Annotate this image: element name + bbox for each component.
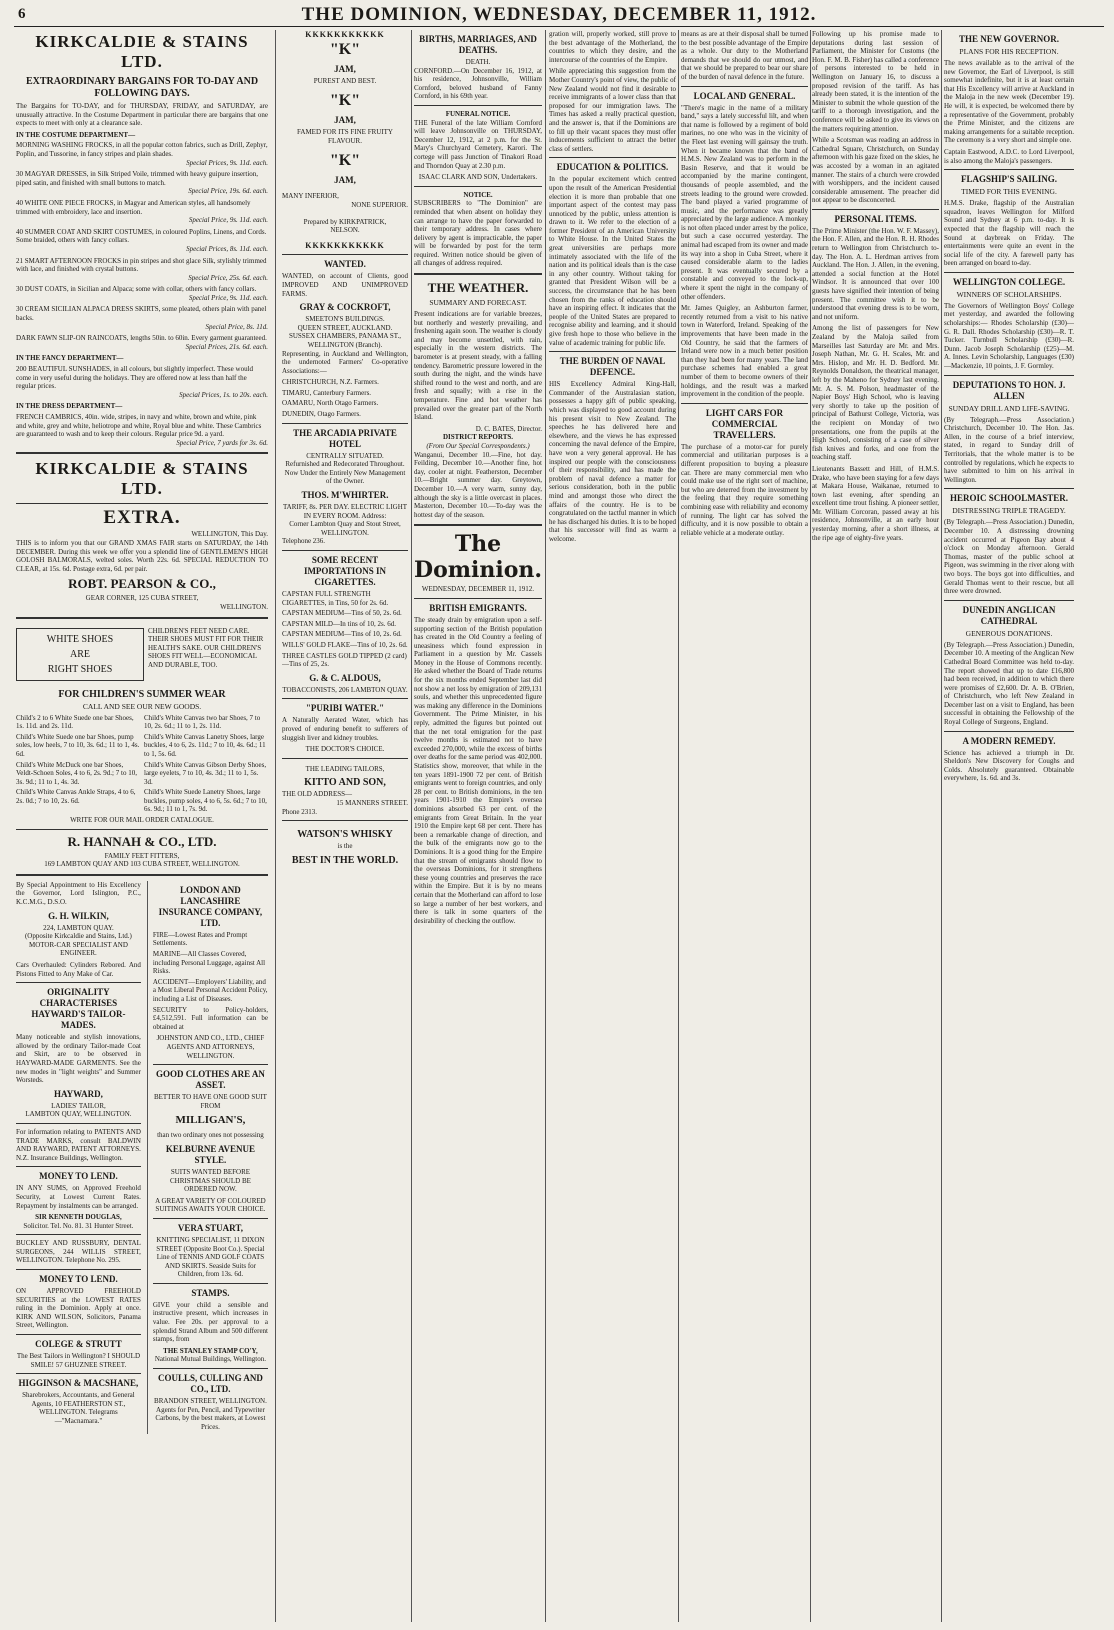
cigarettes-head: SOME RECENT IMPORTATIONS IN CIGARETTES. <box>303 555 387 587</box>
fancy-list <box>16 365 268 399</box>
divider <box>16 1166 141 1167</box>
weather-head: THE WEATHER. <box>427 280 529 296</box>
costume-item-text: 30 MAGYAR DRESSES, in Silk Striped Voile, trimmed with heavy guipure insertion, piped satin, and finished with small buttons to match. <box>16 170 259 187</box>
money-to-lend-text-2: ON APPROVED FREEHOLD SECURITIES at the LOWEST RATES ruling in the Dominion. Apply at once. KIRK AND WILSON, Solicitors, Panama Street, Wellington. <box>16 1287 141 1330</box>
divider <box>153 1368 268 1369</box>
divider <box>16 452 268 454</box>
hayward-address: LAMBTON QUAY, WELLINGTON. <box>25 1110 132 1119</box>
watson-is: is the <box>337 842 353 851</box>
shoes-line-3: RIGHT SHOES <box>47 663 113 675</box>
new-governor-sub: PLANS FOR HIS RECEPTION. <box>959 47 1059 56</box>
personal-items-text-2: Among the list of passengers for New Zealand by the Maloja sailed from Marseilles last Saturday are Mr. and Mrs. Joseph Nathan, Mr. G. H. Scales, Mr. and Mrs. Hislop, and Mr. H. D. Bedford. Mr. Reynolds Donaldson, the theatrical manager, left by the Maheno for Sydney last evening. Mr. A. S. M. Polson, headmaster of the Napier Boys' High School, who is leaving very shortly to take up the position of principal of Bathurst College, Victoria, was the recipient on Monday of two presentations, one from the pupils at the High School, consisting of a case of silver fish knives and forks, and one from the teaching staff. <box>812 324 939 462</box>
milligan-text: than two ordinary ones not possessing <box>157 1131 264 1140</box>
cigarette-item: CAPSTAN MEDIUM—Tins of 10, 2s. 6d. <box>282 630 402 639</box>
personal-items-text: The Prime Minister (the Hon. W. F. Massey), the Hon. F. Allen, and the Hon. R. H. Rhodes return to Wellington from Christchurch to-day. The Hon. A. L. Herdman arrives from Auckland. The Hon. J. Allen, in the evening, attended a social function at the Hotel Windsor. It is announced that over 100 guests have signified their intention of being present. The committee wish it to be understood that evening dress is to be worn, and not uniform. <box>812 226 939 321</box>
kirkcaldie-title-2: KIRKCALDIE & STAINS LTD. <box>35 459 249 499</box>
divider <box>549 157 676 158</box>
jam-3-sub-2: NONE SUPERIOR. <box>351 200 408 209</box>
arcadia-title: THE ARCADIA PRIVATE HOTEL <box>293 427 397 449</box>
vera-stuart-name: VERA STUART, <box>177 1222 243 1233</box>
extra-place: WELLINGTON, This Day. <box>191 530 268 539</box>
divider <box>681 403 808 404</box>
shoe-item: Child's White Suede one bar Shoes, pump soles, low heels, 7 to 10, 3s. 6d.; 11 to 1, 4s. 6d. <box>16 732 140 758</box>
dunedin-cathedral-sub: GENEROUS DONATIONS. <box>965 628 1053 638</box>
originality-title: ORIGINALITY CHARACTERISES HAYWARD'S TAILOR-MADES. <box>31 987 126 1031</box>
robt-pearson-title: ROBT. PEARSON & CO., <box>68 576 216 592</box>
divider <box>414 273 542 275</box>
dominion-title: The Dominion. <box>414 531 542 584</box>
heroic-schoolmaster-sub: DISTRESSING TRIPLE TRAGEDY. <box>952 506 1066 516</box>
insurance-item: ACCIDENT—Employers' Liability, and a Most Liberal Personal Accident Policy, including a List of Diseases. <box>152 977 268 1003</box>
coop-item: DUNEDIN, Otago Farmers. <box>282 410 361 419</box>
jam-3: JAM, <box>334 175 356 186</box>
emigration-continued: gration will, properly worked, still prove to the best advantage of the Motherland, the countries to which they desire, and the intercourse of the countries of the Empire. <box>549 30 676 64</box>
column-rule <box>678 30 679 1622</box>
kitto-sub: THE OLD ADDRESS— <box>282 790 353 799</box>
stamp-company: THE STANLEY STAMP CO'Y, <box>163 1346 258 1355</box>
prepared-by: Prepared by KIRKPATRICK, <box>303 217 387 226</box>
local-general-head: LOCAL AND GENERAL. <box>693 90 796 101</box>
puribi-head: "PURIBI WATER." <box>305 703 385 714</box>
deputations-text: (By Telegraph.—Press Association.) Christchurch, December 10. The Hon. Jas. Allen, in the course of a brief interview, stated, in regard to Sunday drill of Territorials, that the whole matter is to be controlled by regulations, which he expects to have submitted to him on his arrival in Wellington. <box>944 415 1074 484</box>
column-4 <box>549 30 676 1622</box>
fancy-department-head: IN THE FANCY DEPARTMENT— <box>16 354 124 363</box>
jam-2-sub: FAMED FOR ITS FINE FRUITY FLAVOUR. <box>297 128 393 145</box>
reports-head: DISTRICT REPORTS. <box>442 433 514 442</box>
milligan-name: MILLIGAN'S, <box>175 1114 246 1127</box>
column-5 <box>681 30 808 1622</box>
divider <box>16 982 141 983</box>
divider <box>282 698 408 699</box>
column-2 <box>282 30 408 1622</box>
puribi-choice: THE DOCTOR'S CHOICE. <box>305 745 385 754</box>
divider <box>944 600 1074 601</box>
masthead-title: THE DOMINION, WEDNESDAY, DECEMBER 11, 1912. <box>301 4 817 25</box>
death-text: CORNFORD.—On December 16, 1912, at his residence, Johnsonville, William Cornford, beloved husband of Fanny Cornford, in his 69th year. <box>414 66 542 101</box>
dress-item <box>16 413 268 447</box>
personal-items-head: PERSONAL ITEMS. <box>834 213 917 224</box>
divider <box>16 503 268 504</box>
kitto-name: KITTO AND SON, <box>304 777 386 789</box>
naval-continued: means as are at their disposal shall be turned to the best possible advantage of the Empire as a whole. Our duty to the Motherland demands that we should do our utmost, and that we should be prepared to bear our share of the burden of naval defence in the future. <box>681 30 808 81</box>
dress-item-price: Special Price, 7 yards for 3s. 6d. <box>176 438 268 447</box>
gray-cockroft-text: Representing, in Auckland and Wellington, the undernoted Farmers' Co-operative Associations:— <box>282 349 408 375</box>
shoes-line-1: WHITE SHOES <box>46 633 114 645</box>
divider <box>153 1064 268 1065</box>
fancy-item-text: 200 BEAUTIFUL SUNSHADES, in all colours, but slightly imperfect. These would come in very useful during the holidays. They are offered now at less than half the regular prices. <box>16 365 254 391</box>
divider <box>16 1334 141 1335</box>
costume-item-text: DARK FAWN SLIP-ON RAINCOATS, lengths 50in. to 60in. Every garment guaranteed. <box>16 334 267 343</box>
robt-pearson-city: WELLINGTON. <box>220 602 268 611</box>
vera-stuart-text: KNITTING SPECIALIST, 11 DIXON STREET (Opposite Boot Co.). Special Line of TENNIS AND GOLF COATS AND SKIRTS. Seaside Suits for Children, from 13s. 6d. <box>156 1235 265 1279</box>
costume-item-text: 21 SMART AFTERNOON FROCKS in pin stripes and shot glace Silk, stylishly trimmed with lace, and finished with crystal buttons. <box>16 256 267 274</box>
clothes-text: BETTER TO HAVE ONE GOOD SUIT FROM <box>153 1093 267 1110</box>
cigarettes-list <box>282 590 408 669</box>
dress-list <box>16 413 268 447</box>
wanted-text: WANTED, on account of Clients, good IMPROVED AND UNIMPROVED FARMS. <box>282 272 408 298</box>
divider <box>414 598 542 599</box>
arcadia-sub: CENTRALLY SITUATED. <box>306 451 384 460</box>
costume-item <box>16 334 268 351</box>
suits-text: SUITS WANTED BEFORE CHRISTMAS SHOULD BE ORDERED NOW. <box>169 1167 251 1194</box>
london-list <box>153 931 268 1004</box>
funeral-text: THE Funeral of the late William Cornford will leave Johnsonville on THURSDAY, December 12, 1912, at 2 p.m. for the St. Mary's Churchyard Cemetery, Karori. The cortege will pass Junction of Tinakori Road and Thorndon Quay at 2.30 p.m. <box>414 118 542 170</box>
education-politics-head: EDUCATION & POLITICS. <box>556 162 669 173</box>
deputations-head: DEPUTATIONS TO HON. J. ALLEN <box>952 379 1066 401</box>
coop-item: CHRISTCHURCH, N.Z. Farmers. <box>282 378 379 387</box>
k-rule-top: KKKKKKKKKKK <box>305 30 385 39</box>
kirkcaldie-title: KIRKCALDIE & STAINS LTD. <box>35 32 249 71</box>
costume-item-price: Special Prices, 8s. 11d. each. <box>186 244 268 253</box>
hannah-title: R. HANNAH & CO., LTD. <box>67 833 217 849</box>
kirkcaldie-subtitle: EXTRAORDINARY BARGAINS FOR TO-DAY AND FOLLOWING DAYS. <box>25 76 259 99</box>
shoe-item: Child's White Canvas Lanetry Shoes, large buckles, 4 to 6, 2s. 11d.; 7 to 10, 4s. 6d.; 11 to 1, 5s. 6d. <box>144 732 266 758</box>
column-7 <box>944 30 1074 1622</box>
wellington-college-text: The Governors of Wellington Boys' College met yesterday, and awarded the following scholarships:— Rhodes Scholarship (£30)—G. R. Dall. Rhodes Scholarship (£30)—R. T. Tucker. Turnbull Scholarship (£30)—R. Dunn. Jacob Joseph Scholarship (£25)—M. A. Innes. Levin Scholarship, Languages (£30)—Mackenzie, 10 points, J. F. Gormley. <box>944 301 1074 371</box>
wilkin-address: 224, LAMBTON QUAY. <box>43 923 114 932</box>
dress-department-head: IN THE DRESS DEPARTMENT— <box>16 402 123 411</box>
hayward-name: HAYWARD, <box>53 1088 103 1099</box>
kelburne-style: KELBURNE AVENUE STYLE. <box>165 1143 255 1165</box>
coop-item: OAMARU, North Otago Farmers. <box>282 399 379 408</box>
jam-1-sub: PUREST AND BEST. <box>313 76 377 85</box>
death-head: DEATH. <box>465 58 491 66</box>
costume-item-price: Special Price, 9s. 11d. each. <box>188 293 268 302</box>
shoes-line-2: ARE <box>70 648 90 660</box>
watson-head: WATSON'S WHISKY <box>297 829 393 841</box>
shoe-item: Child's White Canvas Gibson Derby Shoes, large eyelets, 7 to 10, 4s. 3d.; 11 to 1, 5s. 3d. <box>144 760 267 786</box>
dress-item-text: FRENCH CAMBRICS, 40in. wide, stripes, in navy and white, brown and white, pink and white, grey and white, heliotrope and white, Royal blue and white. These Cambrics are guaranteed to wash and to keep their colours. Regular price 9d. a yard. <box>16 413 262 439</box>
light-cars-text: The purchase of a motor-car for purely commercial and utilitarian purposes is a different proposition to buying a pleasure car. There are many commercial men who could make use of the right sort of machine, but who are deterred from the investment by the feeling that they require something combining ease with reliability and economy of running. The light car has solved the difficulty, and it is now possible to obtain a reliable vehicle at a moderate outlay. <box>681 442 808 537</box>
costume-item <box>16 257 268 283</box>
k-rule-bottom: KKKKKKKKKKK <box>305 240 385 250</box>
flagship-head: FLAGSHIP'S SAILING. <box>960 174 1058 185</box>
gray-cockroft-sub: SMEETON'S BUILDINGS. <box>305 315 385 324</box>
costume-item <box>16 285 268 302</box>
jam-3-sub-1: MANY INFERIOR, <box>282 192 339 201</box>
divider <box>282 758 408 759</box>
coulls-address: BRANDON STREET, WELLINGTON. <box>154 1397 267 1406</box>
shoe-item: Child's White Suede Lanetry Shoes, large buckles, pump soles, 4 to 6, 5s. 6d.; 7 to 10, 6s. 9d.; 11 to 1, 7s. 9d. <box>144 788 267 814</box>
watson-best: BEST IN THE WORLD. <box>291 854 399 866</box>
divider <box>153 1218 268 1219</box>
childrens-feet-text: CHILDREN'S FEET NEED CARE. THEIR SHOES MUST FIT FOR THEIR HEALTH'S SAKE. OUR CHILDREN'S SHOES FIT WELL—ECONOMICAL AND DURABLE, TOO. <box>148 626 264 669</box>
shoe-item: Child's 2 to 6 White Suede one bar Shoes, 1s. 11d. and 2s. 11d. <box>16 713 134 731</box>
costume-department-head: IN THE COSTUME DEPARTMENT— <box>16 130 136 139</box>
cigarette-item: WILLS' GOLD FLAKE—Tins of 10, 2s. 6d. <box>282 640 408 649</box>
naval-defence-head: THE BURDEN OF NAVAL DEFENCE. <box>559 356 666 378</box>
colege-text: The Best Tailors in Wellington? I SHOULD SMILE! 57 GHUZNEE STREET. <box>16 1352 140 1369</box>
costume-item-text: 40 WHITE ONE PIECE FROCKS, in Magyar and American styles, all handsomely trimmed with embroidery, lace and insertion. <box>16 198 251 216</box>
column-rule <box>411 30 412 1622</box>
money-to-lend-head-1: MONEY TO LEND. <box>39 1171 118 1182</box>
costume-item-text: 40 SUMMER COAT AND SKIRT COSTUMES, in coloured Poplins, Linens, and Cords. Some braided, others with fancy collars. <box>16 227 267 245</box>
weather-text: Present indications are for variable breezes, but northerly and westerly prevailing, and freshening again soon. The weather is cloudy and may become unsettled, with rain, especially in the western districts. The barometer is at present steady, with a falling tendency. Barometric pressure lowered in the south during the night, and the winds have shifted round to the west and north, and are fresh and squally; with a rise in the temperature. Fine and hot weather has prevailed over the greater part of the North Island. <box>414 310 542 422</box>
summer-wear-head: FOR CHILDREN'S SUMMER WEAR <box>58 688 226 700</box>
deputations-sub: SUNDAY DRILL AND LIFE-SAVING. <box>948 403 1070 413</box>
local-general-text-2: Mr. James Quigley, an Ashburton farmer, recently returned from a visit to his native town in Waterford, Ireland. Speaking of the improvements that have been made in the Old Country, he said that the farmers of Ireland were now in a much better position than they had been for many years. The land purchase schemes had enabled a great number of them to become owners of their holdings, and the result was a marked improvement in the condition of the people. <box>681 304 808 399</box>
kitto-telephone: Phone 2313. <box>282 807 317 816</box>
higginson-text: Sharebrokers, Accountants, and General Agents, 10 FEATHERSTON ST., WELLINGTON. Telegrams—"Macnamara." <box>22 1391 135 1425</box>
local-general-text: "There's magic in the name of a military band," says a lately successful lilt, and when that name is followed by a regiment of bold marines, no one who was in the vicinity of the Fleet last evening will gainsay the truth. When it became known that the band of H.M.S. New Zealand was to perform in the Basin Reserve, and that it would be accompanied by the marine contingent, thousands of people assembled, and the streets leading to the ground were crowded. The band played a varied programme of music, and the performance was greatly appreciated by the large audience. A monkey is not often placed under arrest by the police, but such a case occurred yesterday. The animal had escaped from its owner and made its way into a shop in Cuba Street, where it caused considerable alarm to the ladies present. It was eventually secured by a constable and conveyed to the lock-up, where it spent the night in the company of other offenders. <box>681 103 808 301</box>
divider <box>414 105 542 106</box>
tariff-conference-text: Following up his promise made to deputations during last session of Parliament, the Minister for Customs (the Hon. F. M. B. Fisher) has called a conference of persons interested to be held in Wellington on January 16, to discuss a proposed revision of the tariff. As has already been stated, it is the intention of the Minister to submit the whole question of the tariff to a thorough investigation, and the conference will be asked to give its views on the matters requiring attention. <box>812 30 939 133</box>
extra-title: EXTRA. <box>103 507 181 529</box>
divider <box>414 186 542 187</box>
new-governor-text: The news available as to the arrival of the new Governor, the Earl of Liverpool, is still somewhat indefinite, but it is at least certain that His Excellency will arrive at Auckland in the Maloja in the new week (December 19). He will, it is expected, be welcomed there by a representative of the Government, probably the Prime Minister, and the citizens are making arrangements for a suitable reception. The ceremony is a very short and simple one. <box>944 59 1074 145</box>
new-governor-head: THE NEW GOVERNOR. <box>958 34 1060 44</box>
divider <box>944 488 1074 489</box>
divider <box>153 1283 268 1284</box>
clothes-head: GOOD CLOTHES ARE AN ASSET. <box>156 1069 265 1091</box>
shoe-item: Child's White McDuck one bar Shoes, Veldt-Schoen Soles, 4 to 6, 2s. 9d.; 7 to 10, 3s. 9d.; 11 to 1, 4s. 3d. <box>16 760 137 786</box>
variety-text: A GREAT VARIETY OF COLOURED SUITINGS AWAITS YOUR CHOICE. <box>155 1196 266 1214</box>
cigarette-item: CAPSTAN FULL STRENGTH CIGARETTES, in Tins, 50 for 2s. 6d. <box>282 590 389 607</box>
divider <box>16 1373 141 1374</box>
flagship-text: H.M.S. Drake, flagship of the Australian squadron, leaves Wellington for Milford Sound and Sydney at 6 p.m. to-day. It is expected that the flagship will reach the Sound at daybreak on Friday. The entertainments were quite an event in the social life of the city. A farewell party has been arranged on board to-day. <box>944 199 1074 268</box>
douglas-name: SIR KENNETH DOUGLAS, <box>35 1213 122 1222</box>
column-3 <box>414 30 542 1622</box>
coulls-text: Agents for Pen, Pencil, and Typewriter Carbons, by the best makers, at Lowest Prices. <box>155 1405 266 1431</box>
money-to-lend-head-2: MONEY TO LEND. <box>39 1274 118 1285</box>
douglas-address: Solicitor. Tel. No. 81. 31 Hunter Street. <box>23 1221 134 1230</box>
divider <box>282 550 408 551</box>
reports-sub: (From Our Special Correspondents.) <box>426 441 530 450</box>
wanted-head: WANTED. <box>324 259 366 270</box>
gray-cockroft-address-2: SUSSEX CHAMBERS, PANAMA ST., WELLINGTON (Branch). <box>288 332 402 349</box>
page-number: 6 <box>18 6 26 22</box>
dominion-date: WEDNESDAY, DECEMBER 11, 1912. <box>421 585 535 594</box>
aldous-name: G. & C. ALDOUS, <box>309 672 381 683</box>
bmd-head: BIRTHS, MARRIAGES, AND DEATHS. <box>419 34 537 55</box>
cathedral-square-text: While a Scotsman was reading an address in Cathedral Square, Christchurch, on Sunday afternoon with his gaze fixed on the skies, he was accosted by a woman in an agitated manner. The stairs of a church were crowded with worshippers, and the incident caused considerable amusement. The preacher did not appear to be disconcerted. <box>812 136 939 205</box>
notice-head: NOTICE. <box>463 190 493 199</box>
arcadia-telephone: Telephone 236. <box>282 537 326 546</box>
education-politics-text: In the popular excitement which centred upon the result of the American Presidential election it is more than probable that one important aspect of the contest may pass unnoticed by the public, unless attention is drawn to it. We refer to the election of a former President of an American University to White House. In the United States the great universities are perhaps more intimately associated with the life of the nation and its political ideals than is the case in any other country. Without taking for granted that President Wilson will be a success, the circumstance that he has been chosen from the ranks of education should have an inspiring effect. It indicates that the people of the United States are prepared to recognise ability and learning, and it should give fresh hope to those who believe in the value of academic training for public life. <box>549 175 676 347</box>
divider <box>944 375 1074 376</box>
costume-item-text: 30 DUST COATS, in Sicilian and Alpaca; some with collar, others with fancy collars. <box>16 285 257 294</box>
divider <box>282 423 408 424</box>
divider <box>282 820 408 821</box>
costume-item-price: Special Prices, 21s. 6d. each. <box>185 342 268 351</box>
arcadia-address: Corner Lambton Quay and Stout Street, WELLINGTON. <box>289 520 401 537</box>
hannah-sub: FAMILY FEET FITTERS, <box>104 851 180 860</box>
buckley-ad: BUCKLEY AND RUSSBURY, DENTAL SURGEONS, 244 WILLIS STREET, WELLINGTON. Telephone No. 295. <box>16 1239 141 1265</box>
wilkin-more: (Opposite Kirkcaldie and Stains, Ltd.) MOTOR-CAR SPECIALIST AND ENGINEER. <box>24 932 132 958</box>
stamps-text: GIVE your child a sensible and instructive present, which increases in value. Fee 20s. per approval to a splendid Strand Album and 500 different stamps, from <box>152 1300 268 1344</box>
white-shoes-box <box>16 628 144 681</box>
new-governor-text-2: Captain Eastwood, A.D.C. to Lord Liverpool, is also among the Maloja's passengers. <box>944 147 1074 165</box>
column-rule <box>275 30 276 1622</box>
k-brand-2: "K" <box>329 92 361 110</box>
dunedin-cathedral-text: (By Telegraph.—Press Association.) Dunedin, December 10. A meeting of the Anglican New Cathedral Board Committee was held to-day. The report showed that up to date £16,800 had been received, in addition to which there were promises of £2,600. Dr. A. B. O'Brien, of Christchurch, who left New Zealand in December last on a visit to England, has been successful in obtaining the Fellowship of the Royal College of Surgeons, England. <box>944 640 1074 727</box>
funeral-head: FUNERAL NOTICE. <box>445 109 511 118</box>
kirkcaldie-intro: The Bargains for TO-DAY, and for THURSDAY, FRIDAY, and SATURDAY, are unusually attractive. In the Costume Department in particular there are bargains that one expects to meet with only at a clearance sale. <box>16 102 268 128</box>
naval-defence-text: HIS Excellency Admiral King-Hall, Commander of the Australasian station, possesses a happy gift of public speaking, which was displayed to good account during his present visit to New Zealand. The speeches he has delivered here and elsewhere, and the views he has expressed concerning the naval defence of the Empire, have won a very general approval. He has inspired our people with the consciousness of their responsibility, and has made the problem of naval defence a matter for serious consideration, both in the public mind and amongst those who direct the affairs of the country. He is to be congratulated on the tactful manner in which he has discharged his duties. It is to be hoped that his successor will find as warm a welcome. <box>549 380 676 543</box>
masthead <box>14 4 1104 27</box>
fancy-item-price: Special Prices, 1s. to 20s. each. <box>179 390 268 399</box>
column-rule <box>545 30 546 1622</box>
notice-text: SUBSCRIBERS to "The Dominion" are reminded that when absent on holiday they can arrange to have the paper forwarded to their temporary address. In cases where delivery by agent is impracticable, the paper will be forwarded by post for the term required. Written notice should be given of all changes of address required. <box>414 199 542 268</box>
costume-item <box>16 199 268 225</box>
wilkin-cars: Cars Overhauled: Cylinders Rebored. And Pistons Fitted to Any Make of Car. <box>16 961 141 978</box>
patents-ad: For information relating to PATENTS AND TRADE MARKS, consult BALDWIN AND RAYWARD, PATENT ATTORNEYS. N.Z. Insurance Buildings, Wellington. <box>16 1127 141 1162</box>
cigarette-item: CAPSTAN MEDIUM—Tins of 50, 2s. 6d. <box>282 609 402 618</box>
divider <box>16 874 268 876</box>
summer-wear-sub: CALL AND SEE OUR NEW GOODS. <box>82 701 202 711</box>
colege-head: COLEGE & STRUTT <box>35 1339 122 1350</box>
gray-cockroft-address-1: QUEEN STREET, AUCKLAND. <box>297 323 393 332</box>
jam-1: JAM, <box>334 63 356 74</box>
shoe-item: Child's White Canvas Ankle Straps, 4 to 6, 2s. 0d.; 7 to 10, 2s. 6d. <box>16 788 136 805</box>
costume-item-text: 30 CREAM SICILIAN ALPACA DRESS SKIRTS, some pleated, others plain with panel backs. <box>16 305 267 323</box>
funeral-sign: ISAAC CLARK AND SON, Undertakers. <box>418 173 538 182</box>
column-6 <box>812 30 939 1622</box>
arcadia-text: Refurnished and Redecorated Throughout. Now Under the Entirely New Management of the Owner. <box>284 460 406 486</box>
divider <box>549 351 676 352</box>
hannah-address: 169 LAMBTON QUAY AND 103 CUBA STREET, WELLINGTON. <box>44 860 240 869</box>
divider <box>414 524 542 526</box>
heroic-schoolmaster-head: HEROIC SCHOOLMASTER. <box>949 493 1069 504</box>
cigarette-item: THREE CASTLES GOLD TIPPED (2 card)—Tins of 25, 2s. <box>282 651 407 669</box>
divider <box>16 829 268 830</box>
puribi-text: A Naturally Aerated Water, which has proved of enduring benefit to sufferers of sluggish liver and kidney troubles. <box>282 716 408 742</box>
divider <box>944 169 1074 170</box>
hayward-sub: LADIES' TAILOR, <box>51 1101 106 1110</box>
shoes-ad <box>16 624 268 685</box>
personal-items-text-3: Lieutenants Bassett and Hill, of H.M.S. Drake, who have been staying for a few days at Makara House, Waikanae, returned to town last evening, after spending an excellent time trout fishing. A pioneer settler, Mr. William Corcoran, passed away at his residence, Johnsonville, at an early hour yesterday morning, after a short illness, at the ripe age of eighty-five years. <box>812 464 939 542</box>
lower-right-ads-col <box>147 881 268 1435</box>
column-rule <box>810 30 811 1622</box>
arcadia-owner: THOS. M'WHIRTER. <box>301 490 389 501</box>
coops-list <box>282 378 408 418</box>
costume-item <box>16 305 268 331</box>
stamps-head: STAMPS. <box>191 1287 230 1298</box>
arcadia-tariff: TARIFF, 8s. PER DAY. ELECTRIC LIGHT IN EVERY ROOM. Address: <box>282 503 408 520</box>
london-security: SECURITY to Policy-holders, £4,512,591. Full information can be obtained at <box>152 1005 268 1031</box>
costume-item-price: Special Price, 19s. 6d. each. <box>188 187 268 196</box>
modern-remedy-head: A MODERN REMEDY. <box>962 735 1056 746</box>
costume-item-price: Special Prices, 9s. 11d. each. <box>186 158 268 167</box>
weather-sign: D. C. BATES, Director. <box>475 424 542 433</box>
weather-sub: SUMMARY AND FORECAST. <box>429 298 527 308</box>
shoe-list-left <box>16 714 140 817</box>
coop-item: TIMARU, Canterbury Farmers. <box>282 388 372 397</box>
leading-tailors: THE LEADING TAILORS, <box>305 764 385 773</box>
originality-text: Many noticeable and stylish innovations, allowed by the ordinary Tailor-made Coat and Skirt, are to be observed in HAYWARD-MADE GARMENTS. See the new modes in "light weights" and Summer Worsteds. <box>16 1033 141 1085</box>
insurance-item: FIRE—Lowest Rates and Prompt Settlements. <box>152 930 248 948</box>
column-1 <box>16 30 268 1622</box>
divider <box>944 731 1074 732</box>
modern-remedy-text: Science has achieved a triumph in Dr. Sheldon's New Discovery for Coughs and Colds. Absolutely guaranteed. Obtainable everywhere, 1s. 6d. and 3s. <box>944 748 1074 783</box>
stamp-address: National Mutual Buildings, Wellington. <box>154 1355 266 1364</box>
shoe-item: Child's White Canvas two bar Shoes, 7 to 10, 2s. 6d.; 11 to 1, 2s. 11d. <box>144 713 261 731</box>
costume-item-price: Special Price, 9s. 11d. each. <box>188 216 268 225</box>
british-emigrants-head: BRITISH EMIGRANTS. <box>429 602 527 613</box>
coulls-name: COULLS, CULLING AND CO., LTD. <box>158 1373 263 1395</box>
heroic-schoolmaster-text: (By Telegraph.—Press Association.) Dunedin, December 10. A distressing drowning accident occurred at Pigeon Bay about 4 o'clock on Monday afternoon. Gerald Thomas, master of the public school at Pigeon, was swimming in the river along with two boys. The boys got into difficulties, and Gerald Thomas went to their rescue, but all three were drowned. <box>944 518 1074 596</box>
fancy-item <box>16 365 268 399</box>
costume-list <box>16 141 268 351</box>
k-brand-1: "K" <box>329 40 361 58</box>
divider <box>16 1269 141 1270</box>
costume-item-text: MORNING WASHING FROCKS, in all the popular cotton fabrics, such as Drill, Zephyr, Poplin, and Tussorine, in fancy stripes and plain shades. <box>16 141 268 158</box>
divider <box>16 1234 141 1235</box>
divider <box>282 254 408 255</box>
wellington-college-head: WELLINGTON COLLEGE. <box>952 276 1066 287</box>
mail-order-line: WRITE FOR OUR MAIL ORDER CATALOGUE. <box>70 816 214 825</box>
nelson: NELSON. <box>330 226 360 235</box>
extra-text: THIS is to inform you that our GRAND XMAS FAIR starts on SATURDAY, the 14th DECEMBER. During this week we offer you a splendid line of GENTLEMEN'S HIGH GOLOSH BALMORALS, welted soles. Worth 22s. 6d. SPECIAL REDUCTION TO CLEAR, at 15s. 6d. Postage extra, 6d. per pair. <box>16 538 268 573</box>
divider <box>681 86 808 87</box>
costume-item <box>16 170 268 196</box>
divider <box>16 617 268 619</box>
costume-item-price: Special Price, 8s. 11d. <box>205 322 268 331</box>
emigration-continued-2: While appreciating this suggestion from the Mother Country's point of view, the public of New Zealand would not find it desirable to receive immigrants of a lower class than that proposed for our immigration laws. The Times has asked a really practical question, and the answer is, that if the Dominions are to fill up their vacant spaces they must offer inducements sufficient to attract the better class of settlers. <box>549 67 676 153</box>
shoe-price-lists <box>16 714 268 817</box>
wilkin-appointment: By Special Appointment to His Excellency the Governor, Lord Islington, P.C., K.C.M.G., D.S.O. <box>16 880 141 907</box>
higginson-title: HIGGINSON & MACSHANE, <box>18 1378 139 1389</box>
costume-item <box>16 141 268 167</box>
costume-item-price: Special Price, 25s. 6d. each. <box>188 273 268 282</box>
kitto-address: 15 MANNERS STREET. <box>336 798 408 807</box>
divider <box>944 272 1074 273</box>
divider <box>812 209 939 210</box>
gray-cockroft-name: GRAY & COCKROFT, <box>299 302 391 313</box>
robt-pearson-address: GEAR CORNER, 125 CUBA STREET, <box>85 594 199 603</box>
column-rule <box>941 30 942 1622</box>
divider <box>16 1123 141 1124</box>
lower-left-ads <box>16 881 268 1435</box>
british-emigrants-text: The steady drain by emigration upon a self-supporting section of the British population has created in the Old Country a feeling of uneasiness which found expression in Parliament in a question by Mr. Cassels Money in the House of Commons recently. He asked whether the Board of Trade returns for the six months ended September last did not show a net loss by emigration of 209,131 souls, and whether this unprecedented figure was making any difference in the Dominions Government. The Prime Minister, in his reply, admitted the figures but pointed out that the net total emigration for the past twelve months is estimated not to have exceeded 270,000, while the excess of births over deaths for the same period was 402,000. Statistics show, moreover, that while in the ten years 1891-1900 72 per cent. of British emigrants went to foreign countries, and only 28 per cent. to British dominions, in the ten years 1901-1910 the Empire's oversea dominions absorbed 63 per cent. of the emigrants from Great Britain. In the year 1910 the Empire kept 68 per cent. There has been a remarkable change of direction, and the bulk of the emigrants now go to the Dominions. It is a good thing for the Empire that the stream of emigrants should flow to the overseas Dominions, for it strengthens these young countries and preserves the race within the Empire. But it is by no means certain that the Motherland can afford to lose so large a number of her best workers, and there is talk in some quarters of the desirability of checking the outflow. <box>414 615 542 925</box>
money-to-lend-text-1: IN ANY SUMS, on Approved Freehold Security, at Lowest Current Rates. Repayment by instalments can be arranged. <box>16 1184 141 1210</box>
wilkin-name: G. H. WILKIN, <box>48 910 109 921</box>
aldous-address: TOBACCONISTS, 206 LAMBTON QUAY. <box>282 685 408 694</box>
wellington-college-sub: WINNERS OF SCHOLARSHIPS. <box>956 289 1062 299</box>
london-agents: JOHNSTON AND CO., LTD., CHIEF AGENTS AND ATTORNEYS, WELLINGTON. <box>156 1034 265 1060</box>
lower-left-ads-col <box>16 881 141 1435</box>
flagship-sub: TIMED FOR THIS EVENING. <box>961 187 1057 197</box>
k-brand-3: "K" <box>329 152 361 170</box>
cigarette-item: CAPSTAN MILD—In tins of 10, 2s. 6d. <box>282 619 396 628</box>
london-insurance-title: LONDON AND LANCASHIRE INSURANCE COMPANY, LTD. <box>158 884 263 928</box>
dunedin-cathedral-head: DUNEDIN ANGLICAN CATHEDRAL <box>962 604 1056 626</box>
reports-text: Wanganui, December 10.—Fine, hot day. Feilding, December 10.—Another fine, hot day, cooler at night. Featherston, December 10.—Bright summer day. Greytown, December 10.—A very warm, sunny day, although the sky is a little overcast in places. Masterton, December 10.—To-day was the hottest day of the season. <box>414 450 542 519</box>
jam-2: JAM, <box>334 115 356 126</box>
light-cars-head: LIGHT CARS FOR COMMERCIAL TRAVELLERS. <box>705 407 784 440</box>
shoe-list-right <box>144 714 268 817</box>
costume-item <box>16 228 268 254</box>
insurance-item: MARINE—All Classes Covered, including Personal Luggage, against All Risks. <box>152 950 266 976</box>
